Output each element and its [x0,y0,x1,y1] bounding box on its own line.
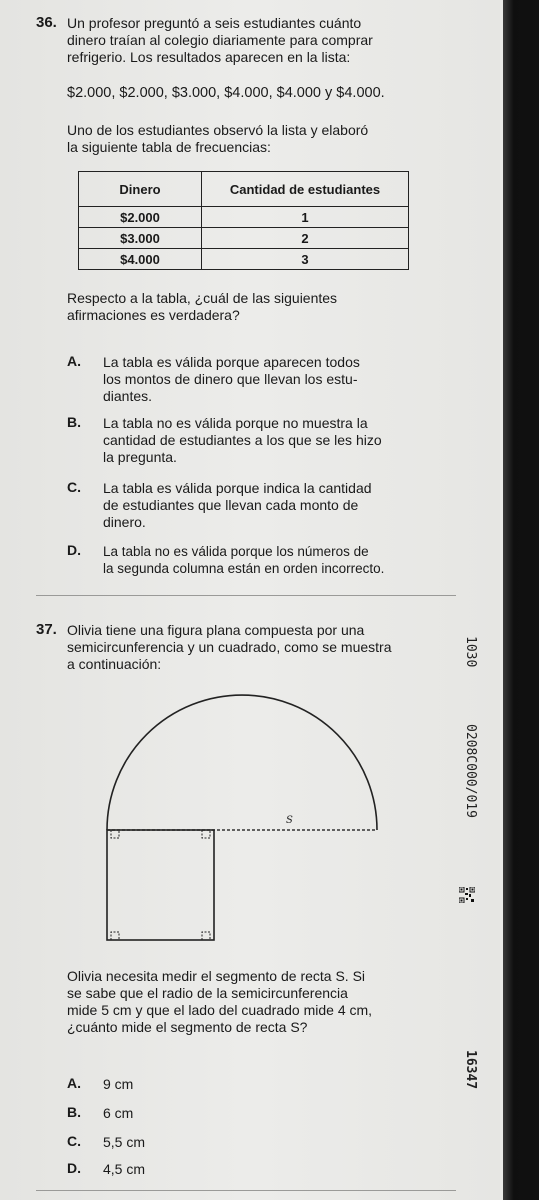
option-line: cantidad de estudiantes a los que se les hizo [103,432,382,448]
stem-line: dinero traían al colegio diariamente para comprar [67,32,373,48]
table-row [79,207,409,228]
section-divider [36,595,456,596]
money-list: $2.000, $2.000, $3.000, $4.000, $4.000 y $4.000. [67,85,385,101]
prompt-line: ¿cuánto mide el segmento de recta S? [67,1019,308,1035]
question-36-number: 36. [36,14,57,31]
table-row [79,228,409,249]
option-d-text[interactable] [103,543,443,577]
option-b-letter[interactable]: B. [67,414,81,430]
right-angle-mark [111,932,119,940]
stem-line: semicircunferencia y un cuadrado, como se muestra [67,639,392,655]
table-cell: 3 [202,249,409,270]
question-36-stem [67,15,447,66]
prompt-line: mide 5 cm y que el lado del cuadrado mide 4 cm, [67,1002,373,1018]
option-c-text[interactable] [103,480,443,531]
option-line: La tabla es válida porque indica la cantidad [103,480,372,496]
observation-line: Uno de los estudiantes observó la lista y elaboró [67,122,369,138]
table-cell: $2.000 [79,207,202,228]
option-b-text[interactable] [103,415,443,466]
question-36-prompt [67,290,447,324]
option-b-text[interactable]: 6 cm [103,1105,134,1121]
option-line: los montos de dinero que llevan los estu- [103,371,358,387]
option-b-letter[interactable]: B. [67,1104,81,1120]
option-a-letter[interactable]: A. [67,1075,81,1091]
table-cell: $3.000 [79,228,202,249]
margin-code-bottom: 16347 [463,1050,478,1090]
frequency-table [78,171,409,270]
option-a-text[interactable]: 9 cm [103,1076,134,1092]
right-angle-mark [202,830,210,838]
stem-line: Un profesor preguntó a seis estudiantes cuánto [67,15,362,31]
option-d-text[interactable]: 4,5 cm [103,1161,146,1177]
option-d-letter[interactable]: D. [67,1160,81,1176]
prompt-line: se sabe que el radio de la semicircunferencia [67,985,348,1001]
qr-code-icon [459,887,475,903]
prompt-line: Respecto a la tabla, ¿cuál de las siguientes [67,290,338,306]
table-header-money: Dinero [79,172,202,207]
table-cell: $4.000 [79,249,202,270]
stem-line: Olivia tiene una figura plana compuesta por una [67,622,365,638]
stem-line: refrigerio. Los resultados aparecen en la lista: [67,49,351,65]
option-line: diantes. [103,388,153,404]
square-shape [107,830,214,940]
page-edge-shadow [503,0,539,1200]
margin-code-mid: 0208C000/019 [463,724,478,818]
composite-figure [100,690,390,950]
table-header-students: Cantidad de estudiantes [202,172,409,207]
observation-line: la siguiente tabla de frecuencias: [67,139,271,155]
option-line: dinero. [103,514,146,530]
prompt-line: Olivia necesita medir el segmento de recta S. Si [67,968,366,984]
option-line: la pregunta. [103,449,177,465]
observation-text [67,122,447,156]
option-c-letter[interactable]: C. [67,479,81,495]
right-angle-mark [111,830,119,838]
semicircle-arc [107,695,377,830]
option-line: La tabla es válida porque aparecen todos [103,354,360,370]
option-c-letter[interactable]: C. [67,1133,81,1149]
question-37-stem [67,622,447,673]
table-cell: 1 [202,207,409,228]
table-row [79,249,409,270]
option-line: la segunda columna están en orden incorrecto. [103,561,385,576]
stem-line: a continuación: [67,656,162,672]
question-37-number: 37. [36,621,57,638]
option-d-letter[interactable]: D. [67,542,81,558]
option-line: La tabla no es válida porque no muestra la [103,415,368,431]
option-line: de estudiantes que llevan cada monto de [103,497,359,513]
right-angle-mark [202,932,210,940]
table-header-row [79,172,409,207]
question-37-prompt [67,968,447,1036]
segment-s-label: S [286,815,293,826]
option-a-letter[interactable]: A. [67,353,81,369]
option-a-text[interactable] [103,354,433,405]
margin-code-top: 1030 [463,636,478,668]
table-cell: 2 [202,228,409,249]
option-c-text[interactable]: 5,5 cm [103,1134,146,1150]
bottom-divider [36,1190,456,1191]
option-line: La tabla no es válida porque los números de [103,544,369,559]
prompt-line: afirmaciones es verdadera? [67,307,240,323]
